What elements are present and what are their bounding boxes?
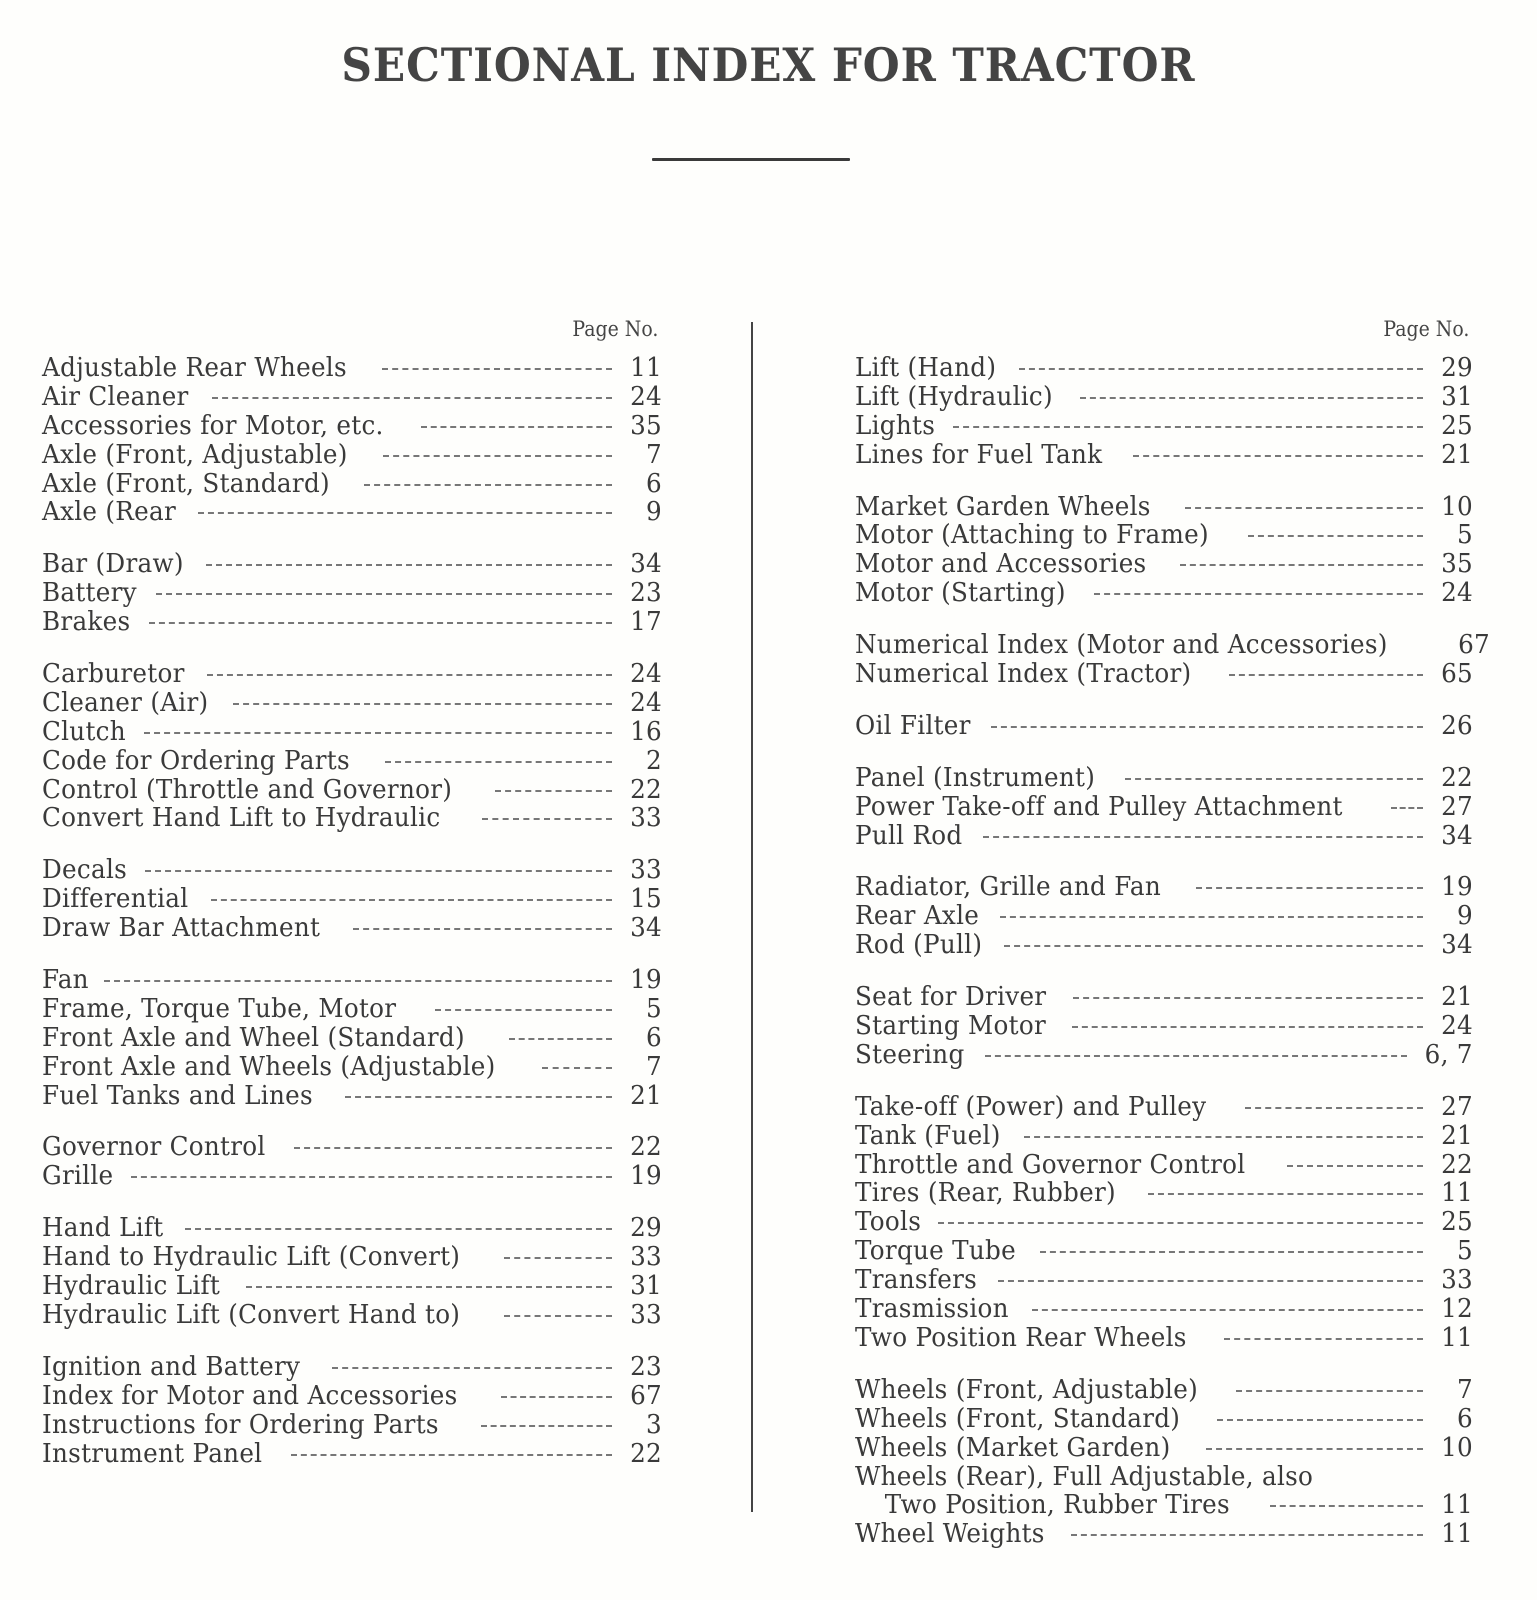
entry-label: Numerical Index (Motor and Accessories) <box>855 629 1388 661</box>
entry-page-number: 11 <box>1441 1489 1473 1521</box>
entry-page-number: 7 <box>646 1050 662 1082</box>
dot-leader <box>294 1147 612 1149</box>
index-group <box>42 1350 662 1469</box>
entry-page-number: 15 <box>630 883 662 915</box>
index-entry <box>855 490 1473 522</box>
entry-label: Instrument Panel <box>42 1437 263 1469</box>
index-entry <box>42 1050 662 1082</box>
dot-leader <box>504 1315 612 1317</box>
dot-leader <box>1000 916 1423 918</box>
dot-leader <box>1180 564 1423 566</box>
index-entry <box>42 966 662 995</box>
dot-leader <box>211 899 612 901</box>
dot-leader <box>1270 1505 1423 1507</box>
entry-page-number: 35 <box>1441 548 1473 580</box>
dot-leader <box>1004 945 1423 947</box>
index-entry <box>855 550 1473 579</box>
entry-label: Hand to Hydraulic Lift (Convert) <box>42 1241 461 1273</box>
index-column-left <box>42 314 662 1491</box>
index-entry <box>42 550 662 579</box>
entry-page-number: 5 <box>1457 519 1473 551</box>
entry-page-number: 27 <box>1441 1090 1473 1122</box>
index-entry <box>42 579 662 608</box>
entry-page-number: 5 <box>646 992 662 1024</box>
entry-label: Adjustable Rear Wheels <box>42 352 347 383</box>
index-entry <box>42 715 662 747</box>
entry-label: Seat for Driver <box>855 981 1047 1013</box>
entry-label: Tank (Fuel) <box>855 1119 1001 1151</box>
dot-leader <box>1073 997 1423 999</box>
dot-leader <box>501 1396 612 1398</box>
index-entry <box>855 902 1473 931</box>
entry-label: Grille <box>42 1160 114 1192</box>
dot-leader <box>1148 1193 1423 1195</box>
index-entry <box>42 1162 662 1191</box>
dot-leader <box>1071 1534 1423 1536</box>
dot-leader <box>1032 1309 1423 1311</box>
entry-label: Brakes <box>42 606 131 638</box>
entry-page-number: 21 <box>630 1079 662 1111</box>
entry-page-number: 29 <box>630 1212 662 1244</box>
index-entry <box>855 1148 1473 1180</box>
entry-label: Bar (Draw) <box>42 548 184 580</box>
entry-page-number: 33 <box>630 1298 662 1330</box>
entry-page-number: 11 <box>1441 1177 1473 1209</box>
entry-page-number: 7 <box>1457 1373 1473 1405</box>
entry-label: Numerical Index (Tractor) <box>855 658 1192 690</box>
dot-leader <box>1196 887 1423 889</box>
index-group <box>855 629 1490 690</box>
dot-leader <box>421 426 612 428</box>
entry-page-number: 2 <box>646 744 662 776</box>
entry-label: Frame, Torque Tube, Motor <box>42 992 397 1024</box>
entry-page-number: 25 <box>1441 409 1473 441</box>
dot-leader <box>1080 397 1423 399</box>
entry-page-number: 65 <box>1441 658 1473 690</box>
dot-leader <box>1229 674 1423 676</box>
entry-label: Market Garden Wheels <box>855 490 1151 522</box>
entry-page-number: 10 <box>1441 1431 1473 1463</box>
index-entry <box>855 380 1473 412</box>
dot-leader <box>364 484 612 486</box>
entry-page-number: 22 <box>630 1437 662 1469</box>
entry-label: Axle (Front, Standard) <box>42 467 330 499</box>
index-group <box>855 873 1473 960</box>
dot-leader <box>1224 1338 1423 1340</box>
dot-leader <box>1094 593 1423 595</box>
entry-page-number: 23 <box>630 1350 662 1382</box>
entry-label: Front Axle and Wheel (Standard) <box>42 1021 465 1053</box>
index-entry <box>855 819 1473 851</box>
dot-leader <box>383 455 612 457</box>
index-entry <box>42 1408 662 1440</box>
dot-leader <box>1019 368 1423 370</box>
entry-label: Lift (Hand) <box>855 352 997 383</box>
entry-page-number: 33 <box>630 1241 662 1273</box>
entry-page-number: 19 <box>630 964 662 996</box>
index-group <box>855 709 1473 741</box>
dot-leader <box>156 593 612 595</box>
entry-label: Clutch <box>42 715 126 747</box>
index-entry <box>855 354 1473 383</box>
dot-leader <box>1391 807 1423 809</box>
dot-leader <box>1133 455 1423 457</box>
entry-label: Index for Motor and Accessories <box>42 1379 458 1411</box>
dot-leader <box>198 512 612 514</box>
entry-label: Two Position, Rubber Tires <box>884 1489 1230 1521</box>
index-entry <box>855 709 1473 741</box>
index-entry <box>855 1402 1473 1434</box>
dot-leader <box>291 1454 612 1456</box>
dot-leader <box>332 1367 612 1369</box>
index-groups <box>42 354 662 1468</box>
dot-leader <box>353 928 612 930</box>
entry-page-number: 24 <box>630 380 662 412</box>
entry-label: Convert Hand Lift to Hydraulic <box>42 802 441 834</box>
index-entry <box>42 1272 662 1301</box>
entry-label: Steering <box>855 1038 965 1070</box>
index-entry <box>42 1214 662 1243</box>
entry-label: Cleaner (Air) <box>42 686 209 718</box>
entry-page-number: 21 <box>1441 438 1473 470</box>
entry-label: Lines for Fuel Tank <box>855 438 1103 470</box>
entry-page-number: 33 <box>630 802 662 834</box>
entry-page-number: 34 <box>630 548 662 580</box>
index-entry <box>42 1350 662 1382</box>
entry-page-number: 21 <box>1441 981 1473 1013</box>
index-group <box>855 354 1473 470</box>
index-group <box>855 761 1473 851</box>
dot-leader <box>131 1176 612 1178</box>
dot-leader <box>1206 1448 1423 1450</box>
entry-page-number: 17 <box>630 606 662 638</box>
title-divider <box>652 158 850 161</box>
dot-leader <box>482 818 612 820</box>
dot-leader <box>1024 1136 1423 1138</box>
index-group <box>855 490 1473 609</box>
entry-label: Battery <box>42 577 137 609</box>
entry-label: Ignition and Battery <box>42 1350 301 1382</box>
entry-page-number: 5 <box>1457 1235 1473 1267</box>
dot-leader <box>1287 1165 1423 1167</box>
page-title: SECTIONAL INDEX FOR TRACTOR <box>341 38 1196 92</box>
entry-label: Differential <box>42 883 189 915</box>
index-group <box>42 660 662 833</box>
entry-label: Motor (Attaching to Frame) <box>855 519 1209 551</box>
entry-label: Fan <box>42 964 89 996</box>
index-entry <box>855 983 1473 1012</box>
entry-label: Hand Lift <box>42 1212 164 1244</box>
dot-leader <box>504 1257 612 1259</box>
index-entry <box>42 498 662 527</box>
entry-label: Code for Ordering Parts <box>42 744 350 776</box>
entry-label: Pull Rod <box>855 819 963 851</box>
entry-page-number: 21 <box>1441 1119 1473 1151</box>
dot-leader <box>206 564 612 566</box>
index-entry <box>42 992 662 1024</box>
entry-page-number: 7 <box>646 438 662 470</box>
index-groups <box>855 352 1490 1550</box>
index-entry <box>855 438 1473 470</box>
index-entry <box>855 409 1473 441</box>
entry-label: Two Position Rear Wheels <box>855 1321 1187 1353</box>
entry-label: Fuel Tanks and Lines <box>42 1079 313 1111</box>
entry-label: Trasmission <box>855 1293 1009 1325</box>
index-entry <box>42 773 662 805</box>
index-entry <box>42 1298 662 1330</box>
index-group <box>42 856 662 943</box>
index-entry <box>42 914 662 943</box>
index-entry <box>42 438 662 470</box>
entry-label: Control (Throttle and Governor) <box>42 773 453 805</box>
dot-leader <box>953 426 1423 428</box>
entry-label: Wheels (Front, Adjustable) <box>855 1373 1198 1405</box>
index-entry <box>855 931 1473 960</box>
index-entry <box>42 467 662 499</box>
index-entry <box>855 1266 1473 1295</box>
index-entry <box>855 1012 1473 1041</box>
dot-leader <box>495 790 612 792</box>
dot-leader <box>382 368 612 370</box>
entry-label: Hydraulic Lift <box>42 1270 221 1302</box>
entry-label: Accessories for Motor, etc. <box>42 409 384 441</box>
index-entry <box>42 744 662 776</box>
dot-leader <box>207 674 612 676</box>
index-entry <box>42 608 662 637</box>
dot-leader <box>509 1038 612 1040</box>
entry-label: Wheel Weights <box>855 1518 1045 1550</box>
entry-label: Wheels (Market Garden) <box>855 1431 1171 1463</box>
entry-page-number: 19 <box>1441 871 1473 903</box>
entry-page-number: 11 <box>630 352 662 383</box>
entry-page-number: 22 <box>630 773 662 805</box>
entry-page-number: 33 <box>630 854 662 886</box>
dot-leader <box>1185 507 1423 509</box>
entry-label: Draw Bar Attachment <box>42 912 321 944</box>
index-group <box>42 1214 662 1330</box>
page-no-header: Page No. <box>1383 317 1470 341</box>
index-entry <box>855 629 1490 661</box>
index-entry <box>855 1090 1473 1122</box>
dot-leader <box>938 1222 1423 1224</box>
entry-label: Instructions for Ordering Parts <box>42 1408 439 1440</box>
index-entry <box>855 790 1473 822</box>
dot-leader <box>246 1286 612 1288</box>
entry-label: Motor and Accessories <box>855 548 1147 580</box>
dot-leader <box>185 1228 612 1230</box>
entry-page-number: 24 <box>1441 1010 1473 1042</box>
dot-leader <box>104 980 612 982</box>
dot-leader <box>233 703 612 705</box>
entry-label: Carburetor <box>42 658 185 690</box>
entry-page-number: 31 <box>1441 380 1473 412</box>
index-entry <box>42 1079 662 1111</box>
entry-page-number: 11 <box>1441 1518 1473 1550</box>
dot-leader <box>144 732 612 734</box>
index-entry <box>42 686 662 718</box>
index-entry <box>855 1491 1473 1520</box>
entry-page-number: 19 <box>630 1160 662 1192</box>
entry-label: Starting Motor <box>855 1010 1047 1042</box>
index-entry <box>855 660 1473 689</box>
entry-label: Lift (Hydraulic) <box>855 380 1053 412</box>
entry-label: Power Take-off and Pulley Attachment <box>855 790 1343 822</box>
index-entry <box>42 856 662 885</box>
entry-page-number: 9 <box>646 496 662 528</box>
index-entry <box>855 521 1473 550</box>
entry-page-number: 29 <box>1441 352 1473 383</box>
index-entry <box>42 354 662 383</box>
index-group <box>855 983 1473 1070</box>
entry-page-number: 67 <box>1457 629 1490 661</box>
index-entry <box>855 1208 1473 1237</box>
entry-page-number: 12 <box>1441 1293 1473 1325</box>
index-entry <box>42 1243 662 1272</box>
column-divider <box>751 322 753 1512</box>
index-entry <box>855 873 1473 902</box>
entry-page-number: 11 <box>1441 1321 1473 1353</box>
entry-page-number: 24 <box>630 686 662 718</box>
entry-page-number: 23 <box>630 577 662 609</box>
index-group <box>855 1090 1473 1353</box>
index-entry <box>42 409 662 441</box>
index-entry <box>42 1021 662 1053</box>
entry-label: Torque Tube <box>855 1235 1016 1267</box>
entry-label: Rod (Pull) <box>855 929 983 961</box>
dot-leader <box>1217 1419 1423 1421</box>
entry-label: Wheels (Rear), Full Adjustable, also <box>855 1460 1314 1492</box>
index-entry <box>42 1379 662 1411</box>
index-entry <box>855 1295 1473 1324</box>
index-group <box>42 550 662 637</box>
entry-page-number: 67 <box>630 1379 662 1411</box>
dot-leader <box>385 761 612 763</box>
entry-page-number: 34 <box>1441 929 1473 961</box>
entry-page-number: 24 <box>1441 577 1473 609</box>
dot-leader <box>1040 1251 1423 1253</box>
entry-page-number: 25 <box>1441 1206 1473 1238</box>
index-group <box>42 354 662 527</box>
dot-leader <box>542 1067 612 1069</box>
entry-page-number: 6, 7 <box>1424 1038 1473 1070</box>
entry-label: Panel (Instrument) <box>855 761 1096 793</box>
dot-leader <box>991 726 1423 728</box>
entry-page-number: 6 <box>1457 1402 1473 1434</box>
entry-page-number: 31 <box>630 1270 662 1302</box>
index-group <box>42 966 662 1110</box>
entry-label: Decals <box>42 854 128 886</box>
entry-label: Tires (Rear, Rubber) <box>855 1177 1116 1209</box>
entry-page-number: 34 <box>1441 819 1473 851</box>
index-column-right <box>855 314 1490 1572</box>
dot-leader <box>435 1009 612 1011</box>
index-entry <box>855 1460 1473 1492</box>
entry-page-number: 16 <box>630 715 662 747</box>
dot-leader <box>998 1280 1423 1282</box>
dot-leader <box>985 1055 1407 1057</box>
entry-page-number: 22 <box>1441 761 1473 793</box>
dot-leader <box>145 870 612 872</box>
dot-leader <box>1236 1390 1423 1392</box>
index-entry <box>855 1119 1473 1151</box>
entry-label: Front Axle and Wheels (Adjustable) <box>42 1050 496 1082</box>
entry-page-number: 3 <box>646 1408 662 1440</box>
dot-leader <box>481 1425 612 1427</box>
dot-leader <box>1245 1107 1423 1109</box>
entry-label: Transfers <box>855 1264 978 1296</box>
entry-label: Axle (Rear <box>42 496 177 528</box>
index-entry <box>42 885 662 914</box>
entry-label: Throttle and Governor Control <box>855 1148 1246 1180</box>
entry-label: Axle (Front, Adjustable) <box>42 438 348 470</box>
entry-page-number: 22 <box>630 1131 662 1163</box>
index-entry <box>42 380 662 412</box>
entry-label: Hydraulic Lift (Convert Hand to) <box>42 1298 461 1330</box>
dot-leader <box>1248 535 1423 537</box>
index-entry <box>855 761 1473 793</box>
entry-label: Oil Filter <box>855 709 971 741</box>
entry-page-number: 24 <box>630 658 662 690</box>
dot-leader <box>345 1096 612 1098</box>
entry-label: Lights <box>855 409 936 441</box>
entry-page-number: 6 <box>646 1021 662 1053</box>
index-entry <box>855 579 1473 608</box>
dot-leader <box>149 622 612 624</box>
entry-page-number: 34 <box>630 912 662 944</box>
entry-page-number: 9 <box>1457 900 1473 932</box>
dot-leader <box>212 397 612 399</box>
page-no-header: Page No. <box>572 317 659 341</box>
entry-label: Motor (Starting) <box>855 577 1066 609</box>
entry-page-number: 26 <box>1441 709 1473 741</box>
entry-label: Wheels (Front, Standard) <box>855 1402 1181 1434</box>
entry-label: Rear Axle <box>855 900 980 932</box>
dot-leader <box>1125 778 1423 780</box>
index-entry <box>855 1038 1473 1070</box>
index-group <box>855 1373 1473 1550</box>
index-entry <box>42 1133 662 1162</box>
entry-page-number: 10 <box>1441 490 1473 522</box>
entry-label: Air Cleaner <box>42 380 189 412</box>
entry-page-number: 22 <box>1441 1148 1473 1180</box>
index-entry <box>855 1431 1473 1463</box>
index-entry <box>855 1179 1473 1208</box>
index-entry <box>42 804 662 833</box>
entry-label: Take-off (Power) and Pulley <box>855 1090 1207 1122</box>
entry-page-number: 33 <box>1441 1264 1473 1296</box>
entry-page-number: 6 <box>646 467 662 499</box>
dot-leader <box>1072 1026 1423 1028</box>
index-group <box>42 1133 662 1191</box>
index-entry <box>855 1237 1473 1266</box>
dot-leader <box>983 836 1423 838</box>
index-entry <box>42 1437 662 1469</box>
index-entry <box>42 660 662 689</box>
index-entry <box>855 1520 1473 1549</box>
entry-label: Governor Control <box>42 1131 266 1163</box>
index-entry <box>855 1373 1473 1405</box>
entry-page-number: 27 <box>1441 790 1473 822</box>
entry-page-number: 35 <box>630 409 662 441</box>
index-entry <box>855 1321 1473 1353</box>
entry-label: Radiator, Grille and Fan <box>855 871 1162 903</box>
entry-label: Tools <box>855 1206 922 1238</box>
